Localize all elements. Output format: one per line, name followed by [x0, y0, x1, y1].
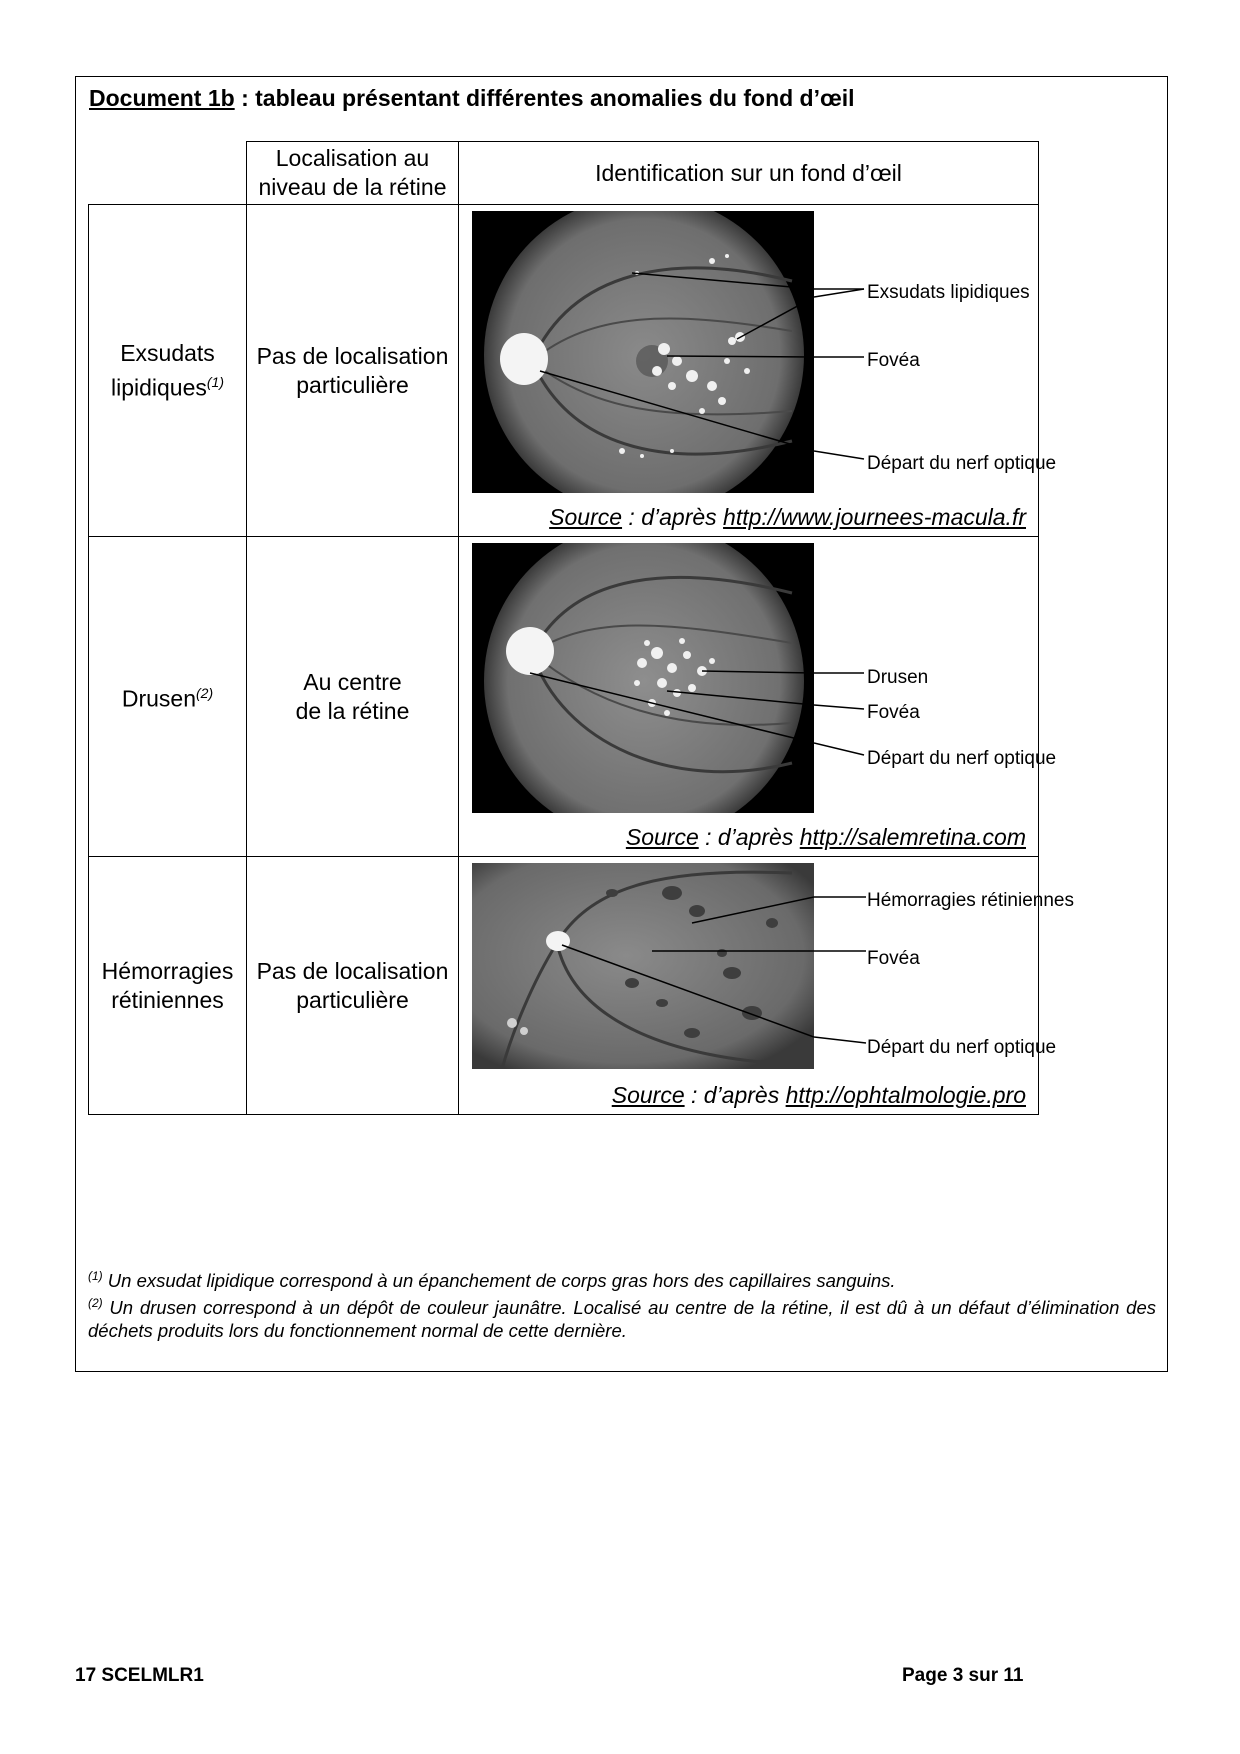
localisation-cell: Pas de localisation particulière — [247, 205, 459, 537]
label-fovea: Fovéa — [867, 948, 920, 969]
table-row — [89, 537, 1039, 857]
source-link[interactable]: http://www.journees-macula.fr — [723, 504, 1026, 530]
label-exsudats: Exsudats lipidiques — [867, 282, 1030, 303]
footnote-2: $^{(2)}$ Un drusen correspond à un dépôt de couleur jaunâtre. Localisé au centre de la rétine, il est dû à un défaut d’élimination des déchets produits lors du fonctionnement normal de cette dernière. — [88, 1296, 1156, 1342]
footer-code: 17 SCELMLR1 — [75, 1665, 204, 1686]
anomaly-cell — [89, 857, 247, 1115]
anomaly-name: Exsudats lipidiques — [110, 339, 215, 401]
header-localisation: Localisation au niveau de la rétine — [247, 142, 459, 205]
anomaly-cell — [89, 537, 247, 857]
source-line: Source : d’après http://salemretina.com — [625, 824, 1026, 850]
anomaly-name: Hémorragies rétiniennes — [101, 957, 234, 1013]
label-nerf-optique: Départ du nerf optique — [867, 1037, 1057, 1058]
label-drusen: Drusen — [867, 667, 929, 688]
identification-cell — [459, 857, 1074, 1115]
source-line: Source : d’après http://www.journees-macula.fr — [549, 504, 1026, 530]
fundus-photo-hemorragies — [472, 863, 814, 1069]
footer-page: Page 3 sur 11 — [902, 1665, 1024, 1686]
localisation-cell: Au centre de la rétine — [247, 537, 459, 857]
anomalies-table — [88, 141, 1074, 1115]
note-ref: (2) — [196, 685, 214, 702]
fundus-photo-exsudats — [472, 211, 814, 493]
document-title — [89, 85, 855, 112]
label-fovea: Fovéa — [867, 702, 920, 723]
label-fovea: Fovéa — [867, 350, 920, 371]
footnote-1: $^{(1)}$ Un exsudat lipidique correspond à un épanchement de corps gras hors des capillaires sanguins. — [88, 1269, 896, 1292]
table-row — [89, 857, 1039, 1115]
source-link[interactable]: http://ophtalmologie.pro — [785, 1082, 1026, 1108]
anomaly-name: Drusen — [121, 685, 197, 712]
note-ref: (1) — [206, 373, 225, 390]
identification-cell — [459, 537, 1057, 857]
table-header-row — [89, 142, 1039, 205]
anomaly-cell — [89, 205, 247, 537]
label-hemorragies: Hémorragies rétiniennes — [867, 890, 1074, 911]
footnotes — [88, 1265, 1156, 1342]
table-row — [89, 205, 1039, 537]
localisation-cell: Pas de localisation particulière — [247, 857, 459, 1115]
label-nerf-optique: Départ du nerf optique — [867, 453, 1057, 474]
identification-cell — [459, 205, 1057, 537]
source-link[interactable]: http://salemretina.com — [799, 824, 1026, 850]
header-identification: Identification sur un fond d’œil — [459, 142, 1039, 205]
document-ref: Document 1b — [89, 85, 235, 111]
label-nerf-optique: Départ du nerf optique — [867, 748, 1057, 769]
fundus-photo-drusen — [472, 543, 814, 813]
document-title-text: : tableau présentant différentes anomalies du fond d’œil — [234, 85, 855, 111]
document-frame — [75, 76, 1168, 1372]
source-line: Source : d’après http://ophtalmologie.pro — [611, 1082, 1026, 1108]
header-empty-cell — [89, 142, 247, 205]
